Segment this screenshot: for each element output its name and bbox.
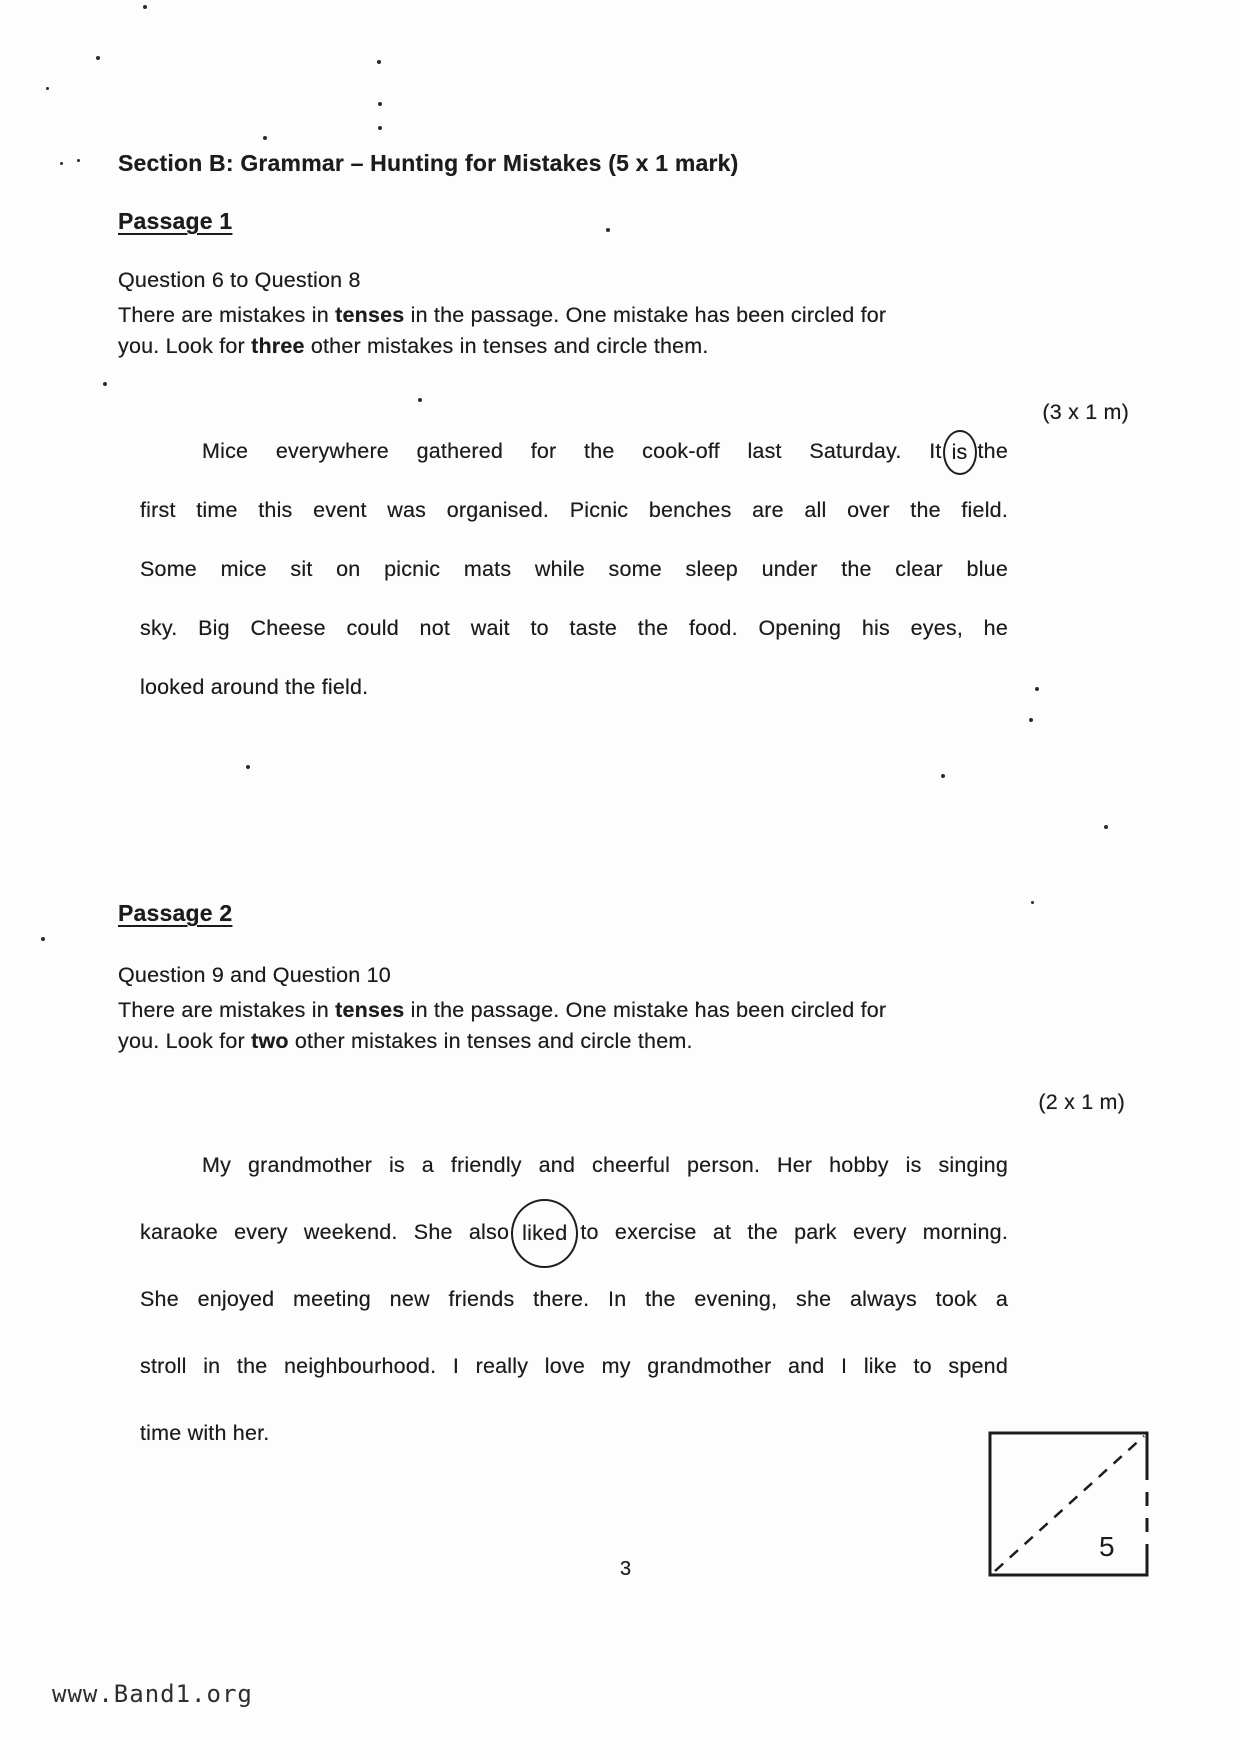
passage-line: Some mice sit on picnic mats while some sleep under the clear blue [140, 557, 1008, 581]
passage1-text [140, 422, 1008, 717]
scan-speck [606, 228, 610, 232]
scan-speck [103, 382, 107, 386]
scan-speck [77, 159, 80, 162]
passage-line: My grandmother is a friendly and cheerful person. Her hobby is singing [202, 1153, 1008, 1177]
passage1-instructions [118, 300, 1023, 362]
watermark: www.Band1.org [52, 1680, 253, 1708]
diagonal-line [995, 1436, 1144, 1571]
passage-line: stroll in the neighbourhood. I really love my grandmother and I like to spend [140, 1354, 1008, 1378]
passage-line: looked around the field. [140, 675, 369, 699]
scan-speck [1104, 825, 1108, 829]
passage-line: karaoke every weekend. She also liked to exercise at the park every morning. [140, 1199, 1008, 1266]
circled-mistake-word: liked [511, 1199, 578, 1269]
scan-speck [377, 60, 381, 64]
scan-speck [246, 765, 250, 769]
passage1-instruction-line1: There are mistakes in tenses in the passage. One mistake has been circled for [118, 303, 887, 327]
passage1-marks-label: (3 x 1 m) [1042, 400, 1129, 424]
passage1-instruction-line2: you. Look for three other mistakes in tenses and circle them. [118, 334, 709, 358]
scan-speck [60, 162, 63, 165]
scan-speck [46, 87, 49, 90]
scan-speck [96, 56, 100, 60]
passage2-text [140, 1132, 1008, 1467]
passage-line: time with her. [140, 1421, 270, 1445]
scan-speck [378, 126, 382, 130]
passage-line: Mice everywhere gathered for the cook-off last Saturday. It is the [140, 422, 1008, 481]
passage2-instruction-line2: you. Look for two other mistakes in tenses and circle them. [118, 1029, 693, 1053]
scan-speck [1031, 901, 1034, 904]
passage1-heading: Passage 1 [118, 208, 233, 234]
marks-box-score: 5 [1099, 1531, 1115, 1562]
scan-speck [1029, 718, 1033, 722]
scan-speck [941, 774, 945, 778]
circled-mistake-word: is [943, 430, 977, 476]
scan-speck [378, 102, 382, 106]
section-title: Section B: Grammar – Hunting for Mistakes (5 x 1 mark) [118, 150, 739, 176]
scan-speck [263, 136, 267, 140]
scan-speck [1035, 687, 1039, 691]
scan-speck [41, 937, 45, 941]
passage-line: sky. Big Cheese could not wait to taste the food. Opening his eyes, he [140, 616, 1008, 640]
passage2-instruction-line1: There are mistakes in tenses in the passage. One mistake has been circled for [118, 998, 887, 1022]
passage2-marks-label: (2 x 1 m) [1038, 1090, 1125, 1114]
passage2-instructions [118, 995, 1023, 1057]
passage1-question-range: Question 6 to Question 8 [118, 268, 361, 292]
total-marks-box [987, 1430, 1150, 1578]
scan-speck [418, 398, 422, 402]
passage2-heading: Passage 2 [118, 900, 233, 926]
scan-speck [143, 5, 147, 9]
passage-line: She enjoyed meeting new friends there. In the evening, she always took a [140, 1287, 1008, 1311]
passage-line: first time this event was organised. Picnic benches are all over the field. [140, 498, 1008, 522]
page-number: 3 [620, 1558, 632, 1580]
passage2-question-range: Question 9 and Question 10 [118, 963, 391, 987]
